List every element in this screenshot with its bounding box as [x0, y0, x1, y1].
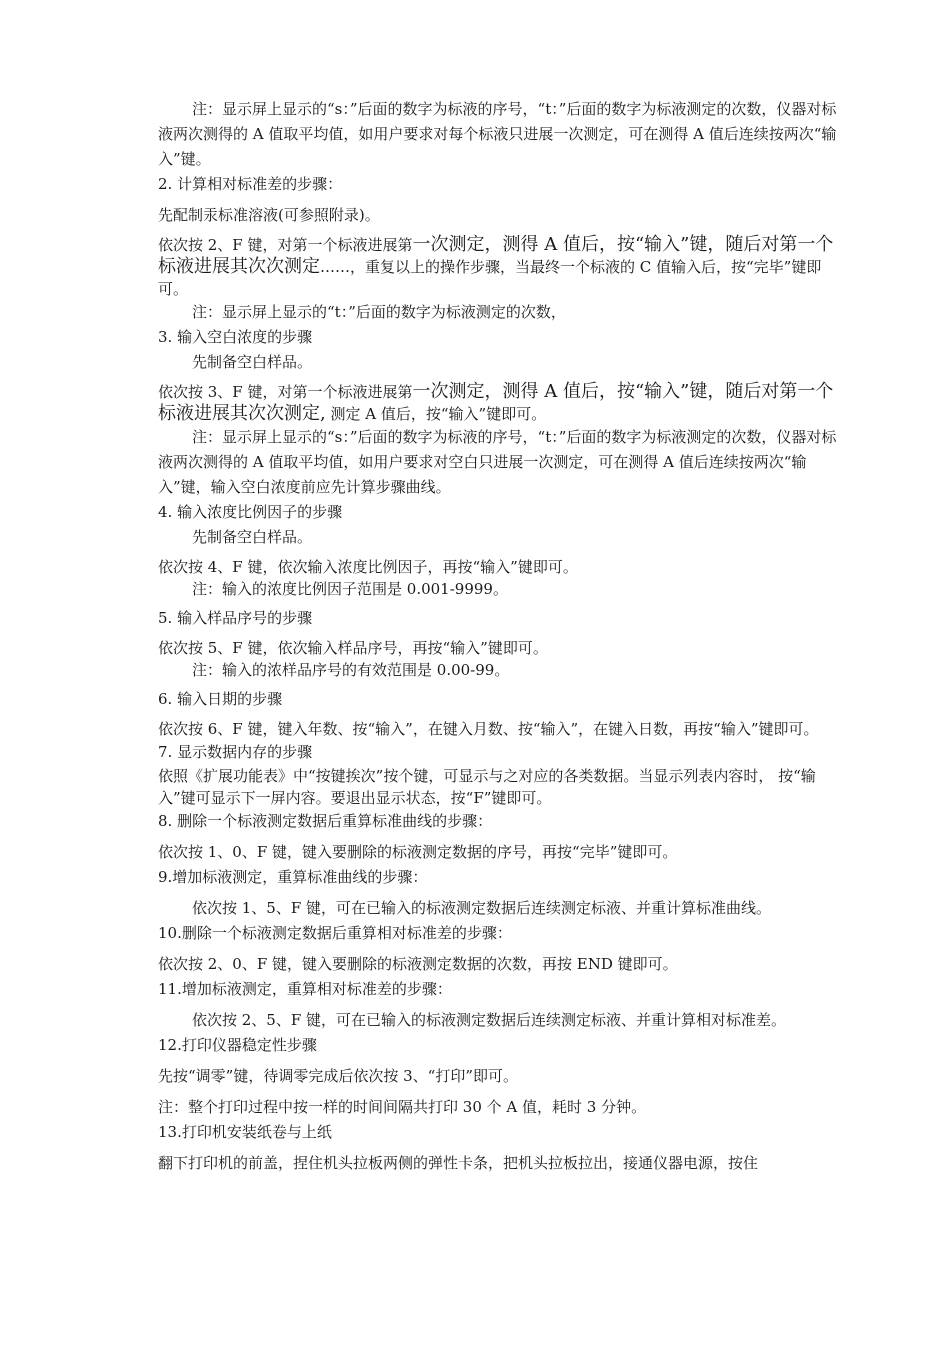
section-heading: 4. 输入浓度比例因子的步骤	[158, 503, 343, 521]
section-heading: 11.增加标液测定，重算相对标准差的步骤：	[158, 980, 452, 998]
section-heading: 2. 计算相对标准差的步骤：	[158, 175, 343, 193]
note-paragraph: 注：显示屏上显示的“t：”后面的数字为标液测定的次数，	[192, 303, 566, 321]
section-heading: 3. 输入空白浓度的步骤	[158, 328, 313, 346]
body-paragraph: 依次按 6、F 键，键入年数、按“输入”，在键入月数、按“输入”，在键入日数，再按“输入”键即可。	[158, 720, 819, 738]
body-paragraph: 翻下打印机的前盖，捏住机头拉板两侧的弹性卡条，把机头拉板拉出，接通仪器电源，按住	[158, 1154, 759, 1172]
body-paragraph: 先按“调零”键，待调零完成后依次按 3、“打印”即可。	[158, 1067, 518, 1085]
text-run: 一次测定，测得 A 值后，按“输入”键，随后对第一个标液进展其次次测定,	[158, 381, 834, 424]
body-paragraph: 依次按 2、0、F 键，键入要删除的标液测定数据的次数，再按 END 键即可。	[158, 955, 678, 973]
body-paragraph: 先制备空白样品。	[192, 528, 313, 546]
text-run: 测定 A 值后，按“输入”键即可。	[325, 405, 547, 423]
body-paragraph	[158, 381, 844, 425]
text-run: ……，重复以上的操作步骤，当最终一个标液的 C 值输入后，按“完毕”键即可。	[158, 258, 822, 298]
body-paragraph: 先制备空白样品。	[192, 353, 313, 371]
body-paragraph	[158, 234, 844, 300]
body-paragraph: 依次按 4、F 键，依次输入浓度比例因子，再按“输入”键即可。	[158, 558, 578, 576]
note-paragraph: 注：输入的浓度比例因子范围是 0.001-9999。	[192, 580, 508, 598]
body-paragraph: 依次按 1、0、F 键，键入要删除的标液测定数据的序号，再按“完毕”键即可。	[158, 843, 678, 861]
text-run: 依次按 3、F 键，对第一个标液进展第	[158, 383, 413, 401]
body-paragraph: 依次按 1、5、F 键，可在已输入的标液测定数据后连续测定标液、并重计算标准曲线。	[192, 899, 772, 917]
body-paragraph: 依次按 5、F 键，依次输入样品序号，再按“输入”键即可。	[158, 639, 548, 657]
section-heading: 10.删除一个标液测定数据后重算相对标准差的步骤：	[158, 924, 512, 942]
section-heading: 5. 输入样品序号的步骤	[158, 609, 313, 627]
section-heading: 6. 输入日期的步骤	[158, 690, 283, 708]
note-paragraph: 注：输入的浓样品序号的有效范围是 0.00-99。	[192, 661, 510, 679]
body-paragraph: 依次按 2、5、F 键，可在已输入的标液测定数据后连续测定标液、并重计算相对标准差。	[192, 1011, 787, 1029]
section-heading: 12.打印仪器稳定性步骤	[158, 1036, 317, 1054]
body-paragraph: 先配制汞标准溶液(可参照附录)。	[158, 206, 380, 224]
section-heading: 9.增加标液测定，重算标准曲线的步骤：	[158, 868, 428, 886]
note-paragraph: 注：显示屏上显示的“s：”后面的数字为标液的序号，“t：”后面的数字为标液测定的次数，仪器对标液两次测得的 A 值取平均值，如用户要求对每个标液只进展一次测定，可在测得 A 值后连续按两次“输入”键。	[158, 100, 837, 168]
section-heading: 8. 删除一个标液测定数据后重算标准曲线的步骤：	[158, 812, 493, 830]
section-heading: 13.打印机安装纸卷与上纸	[158, 1123, 332, 1141]
text-run: 依次按 2、F 键，对第一个标液进展第	[158, 236, 413, 254]
note-paragraph: 注：显示屏上显示的“s：”后面的数字为标液的序号，“t：”后面的数字为标液测定的次数，仪器对标液两次测得的 A 值取平均值，如用户要求对空白只进展一次测定，可在测得 A 值后连续按两次“输入”键，输入空白浓度前应先计算步骤曲线。	[158, 428, 837, 496]
section-heading: 7. 显示数据内存的步骤	[158, 743, 313, 761]
note-paragraph: 注：整个打印过程中按一样的时间间隔共打印 30 个 A 值，耗时 3 分钟。	[158, 1098, 647, 1116]
text-run: 一次测定，测得 A 值后，按“输入”键，随后对第一个标液进展其次次测定	[158, 234, 834, 277]
body-paragraph: 依照《扩展功能表》中“按键挨次”按个键，可显示与之对应的各类数据。当显示列表内容时， 按“输入”键可显示下一屏内容。要退出显示状态，按“F”键即可。	[158, 767, 816, 807]
document-body	[158, 97, 844, 1176]
